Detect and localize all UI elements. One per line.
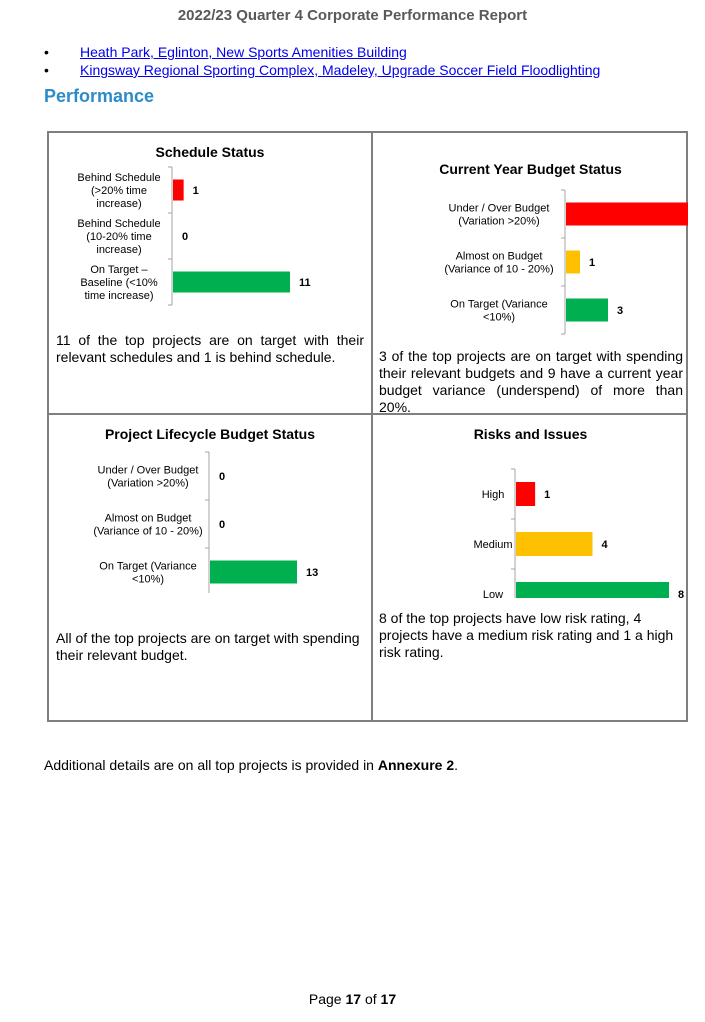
chart-category-line: increase) (96, 244, 142, 256)
lifecycle-summary: All of the top projects are on target with spending their relevant budget. (56, 630, 360, 663)
chart-bar (516, 532, 593, 556)
chart-category-line: Almost on Budget (455, 250, 543, 263)
chart-category-label (482, 489, 505, 501)
chart-category-line: (10-20% time (86, 231, 152, 243)
project-link[interactable]: Kingsway Regional Sporting Complex, Madeley, Upgrade Soccer Field Floodlighting (80, 62, 601, 78)
chart-category-label (99, 561, 196, 586)
bullet-icon: • (44, 44, 49, 60)
chart-category-line: <10%) (482, 311, 516, 324)
list-item (44, 61, 600, 79)
chart-category-label (444, 251, 553, 276)
chart-category-line: High (481, 489, 505, 501)
chart-data-label: 11 (299, 277, 311, 289)
chart-data-label: 8 (678, 589, 685, 598)
chart-data-label: 3 (617, 305, 624, 317)
chart-category-line: On Target (Variance (450, 298, 548, 311)
chart-category-label (77, 172, 160, 210)
chart-category-line: Under / Over Budget (448, 202, 550, 215)
chart-category-line: (Variation >20%) (458, 215, 540, 228)
chart-category-line: Under / Over Budget (97, 464, 199, 477)
chart-bar (173, 180, 184, 201)
annexure-note-end: . (454, 757, 459, 773)
schedule-status-chart (49, 163, 371, 308)
report-header: 2022/23 Quarter 4 Corporate Performance Report (177, 7, 528, 24)
page-total: 17 (380, 991, 397, 1007)
current-budget-chart (373, 188, 688, 338)
chart-category-line: (Variance of 10 - 20%) (93, 525, 203, 538)
chart-category-line: time increase) (84, 290, 154, 302)
chart-data-label: 0 (219, 471, 226, 483)
chart-category-line: Medium (473, 539, 513, 551)
chart-category-line: Low (482, 589, 504, 598)
chart-category-line: (Variance of 10 - 20%) (444, 263, 554, 276)
current-budget-summary: 3 of the top projects are on target with spending their relevant budgets and 9 have a current year budget variance (underspend) of more than 20%. (379, 348, 683, 415)
chart-data-label: 4 (601, 539, 608, 551)
lifecycle-budget-chart (49, 448, 371, 593)
chart-category-line: <10%) (131, 573, 165, 586)
page-prefix: Page (308, 991, 346, 1007)
chart-category-label (77, 218, 160, 256)
annexure-note (44, 757, 458, 773)
chart-bar (516, 482, 535, 506)
chart-bar (566, 203, 688, 226)
chart-title: Schedule Status (155, 144, 265, 160)
page-current: 17 (345, 991, 362, 1007)
risks-summary: 8 of the top projects have low risk rating, 4 projects have a medium risk rating and 1 a high risk rating. (379, 610, 674, 660)
annexure-note-text: Additional details are on all top projects is provided in (44, 757, 378, 773)
chart-title: Risks and Issues (473, 426, 588, 442)
list-item (44, 43, 600, 61)
chart-category-line: increase) (96, 198, 142, 210)
project-link[interactable]: Heath Park, Eglinton, New Sports Amenities Building (80, 44, 407, 60)
chart-category-line: (>20% time (91, 185, 147, 197)
bullet-icon: • (44, 62, 49, 78)
chart-data-label: 1 (544, 489, 551, 501)
schedule-summary: 11 of the top projects are on target with their relevant schedules and 1 is behind schedule. (56, 332, 364, 365)
chart-bar (516, 582, 669, 598)
chart-bar (173, 272, 290, 293)
chart-category-line: On Target (Variance (99, 560, 197, 573)
chart-data-label: 1 (589, 257, 596, 269)
chart-category-line: Almost on Budget (104, 512, 192, 525)
chart-bar (210, 561, 297, 584)
project-link-list (44, 43, 600, 79)
chart-category-line: (Variation >20%) (107, 477, 189, 490)
chart-data-label: 0 (182, 231, 189, 243)
chart-bar (566, 251, 580, 274)
chart-category-label (473, 539, 512, 551)
chart-category-label (80, 264, 158, 302)
chart-title: Project Lifecycle Budget Status (104, 426, 316, 442)
chart-category-label (483, 589, 503, 598)
chart-bar (566, 299, 608, 322)
chart-category-line: Behind Schedule (77, 172, 161, 184)
chart-category-label (93, 513, 202, 538)
risks-issues-chart (373, 448, 688, 598)
chart-category-line: On Target – (90, 264, 148, 276)
chart-category-label (449, 203, 550, 228)
section-title: Performance (44, 86, 155, 106)
chart-data-label: 1 (192, 185, 199, 197)
chart-data-label: 0 (219, 519, 226, 531)
chart-category-line: Baseline (<10% (80, 277, 158, 289)
chart-category-label (450, 299, 547, 324)
chart-category-line: Behind Schedule (77, 218, 161, 230)
chart-category-label (98, 465, 199, 490)
performance-grid (47, 131, 688, 722)
chart-data-label: 13 (306, 567, 319, 579)
annexure-name: Annexure 2 (377, 757, 455, 773)
chart-title: Current Year Budget Status (439, 161, 622, 177)
page-mid: of (361, 991, 381, 1007)
page-number (0, 991, 705, 1007)
